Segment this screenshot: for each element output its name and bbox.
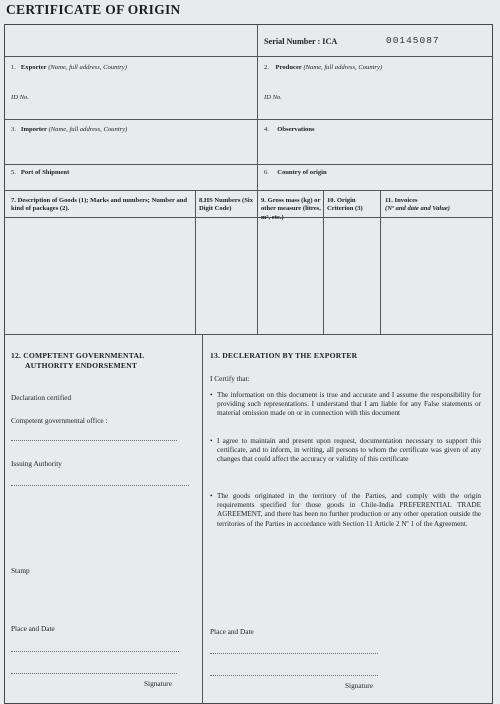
divider	[380, 190, 381, 334]
declaration-bullet-1: • The information on this document is true and accurate and I assume the responsibility for providing such representations. I understand that I am liable for any False statements or material omission made on or in connection with this document	[210, 391, 481, 418]
divider	[5, 190, 492, 191]
divider	[202, 334, 203, 704]
box13-place-date-label: Place and Date	[210, 627, 254, 636]
bullet-icon: •	[210, 391, 213, 399]
issuing-authority-label: Issuing Authority	[11, 459, 62, 468]
divider	[5, 119, 492, 120]
document-title: CERTIFICATE OF ORIGIN	[6, 2, 181, 17]
issuing-authority-line[interactable]	[11, 485, 189, 486]
declaration-bullet-3: • The goods originated in the territory of the Parties, and comply with the origin requirements specified for those goods in Chile-India PREFERENTIAL TRADE AGREEMENT, and there has been no further production or any other operation outside the territories of the Parties in accordance with Section 11 Article 2 Nº 1 of the Agreement.	[210, 492, 481, 528]
divider	[323, 190, 324, 334]
bullet-icon: •	[210, 437, 213, 445]
port-of-shipment-field[interactable]: 5. Port of Shipment	[11, 169, 70, 176]
gross-mass-header: 9. Gross mass (kg) or other measure (litres, m³, etc.)	[261, 197, 321, 221]
stamp-label: Stamp	[11, 566, 30, 575]
declaration-bullet-2: • I agree to maintain and present upon request, documentation necessary to support this certificate, and to inform, in writing, all persons to whom the certificate was given of any changes that could affect the accuracy or validity of this certificate	[210, 437, 481, 464]
exporter-hint: (Name, full address, Country)	[48, 64, 127, 71]
observations-label: Observations	[277, 126, 315, 133]
divider	[5, 334, 492, 335]
serial-number-label: Serial Number : ICA	[264, 37, 338, 46]
importer-hint: (Name, full address, Country)	[48, 126, 128, 133]
exporter-label: Exporter	[20, 64, 47, 71]
divider	[5, 217, 492, 218]
certificate-form	[4, 24, 493, 704]
producer-label: Producer	[275, 64, 302, 71]
country-of-origin-field[interactable]: 6. Country of origin	[264, 169, 327, 176]
hs-numbers-header: 8.HS Numbers (Six Digit Code)	[199, 197, 254, 213]
box13-place-date-line[interactable]	[210, 653, 378, 654]
exporter-id-label: ID No.	[11, 94, 29, 101]
importer-field[interactable]: 3. Importer (Name, full address, Country)	[11, 126, 128, 133]
declaration-certified-label: Declaration certified	[11, 393, 72, 402]
origin-criterion-header: 10. Origin Criterion (3)	[327, 197, 363, 213]
box12-signature-line[interactable]	[11, 673, 177, 674]
certify-label: I Certify that:	[210, 374, 250, 383]
box13-signature-label: Signature	[345, 681, 373, 690]
divider	[5, 56, 492, 57]
port-of-shipment-label: Port of Shipment	[20, 169, 70, 176]
invoices-header: 11. Invoices (Nº and date and Value)	[385, 197, 450, 213]
country-of-origin-label: Country of origin	[277, 169, 327, 176]
divider	[257, 25, 258, 217]
divider	[5, 164, 492, 165]
producer-hint: (Name, full address, Country)	[303, 64, 383, 71]
competent-office-line[interactable]	[11, 440, 177, 441]
box13-title: 13. DECLERATION BY THE EXPORTER	[210, 351, 358, 360]
divider	[257, 190, 258, 334]
producer-id-label: ID No.	[264, 94, 282, 101]
observations-field[interactable]: 4. Observations	[264, 126, 315, 133]
box12-signature-label: Signature	[144, 679, 172, 688]
producer-field[interactable]: 2. Producer (Name, full address, Country)	[264, 64, 383, 71]
description-of-goods-header: 7. Description of Goods (1); Marks and numbers; Number and kind of packages (2).	[11, 197, 188, 213]
exporter-field[interactable]: 1. Exporter (Name, full address, Country)	[11, 64, 127, 71]
box12-title: 12. COMPETENT GOVERNMENTAL AUTHORITY ENDORSEMENT	[11, 351, 145, 370]
box12-place-date-label: Place and Date	[11, 624, 55, 633]
bullet-icon: •	[210, 492, 213, 500]
serial-number-value: 00145087	[386, 35, 440, 46]
box13-signature-line[interactable]	[210, 675, 378, 676]
importer-label: Importer	[20, 126, 47, 133]
box12-place-date-line[interactable]	[11, 651, 179, 652]
divider	[195, 190, 196, 334]
competent-office-label: Competent governmental office :	[11, 416, 108, 425]
